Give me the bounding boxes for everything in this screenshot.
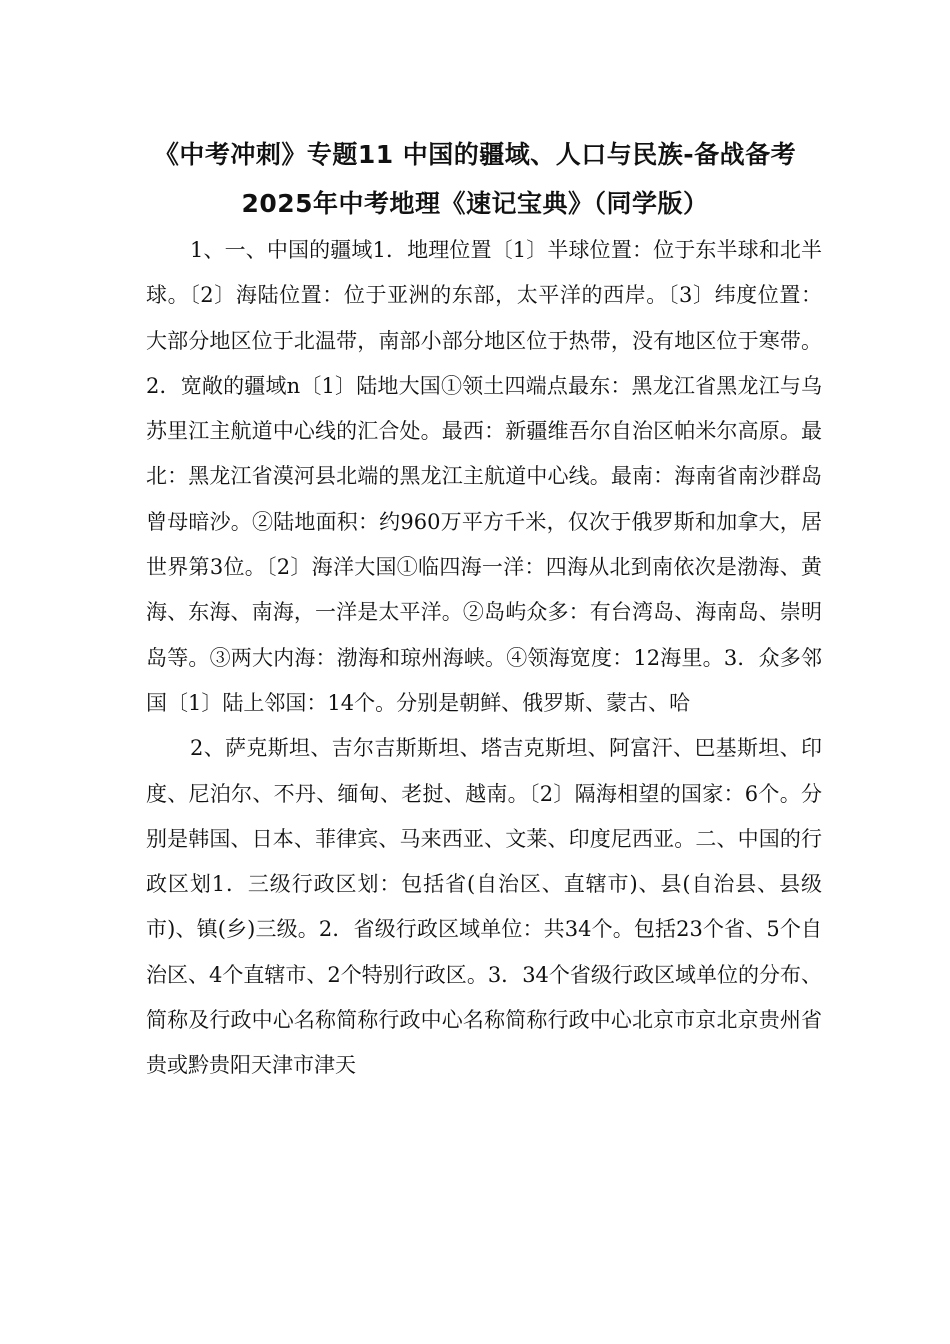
title-line-2: 2025年中考地理《速记宝典》（同学版） [241, 189, 709, 218]
document-body [146, 228, 822, 1089]
title-line-1: 《中考冲刺》专题11 中国的疆域、人口与民族-备战备考 [153, 140, 797, 169]
document-title [0, 130, 950, 228]
paragraph-2: 2、萨克斯坦、吉尔吉斯斯坦、塔吉克斯坦、阿富汗、巴基斯坦、印度、尼泊尔、不丹、缅甸、老挝、越南。〔2〕隔海相望的国家：6个。分别是韩国、日本、菲律宾、马来西亚、文莱、印度尼西亚。二、中国的行政区划1．三级行政区划：包括省(自治区、直辖市)、县(自治县、县级市)、镇(乡)三级。2．省级行政区域单位：共34个。包括23个省、5个自治区、4个直辖市、2个特别行政区。3．34个省级行政区域单位的分布、简称及行政中心名称简称行政中心名称简称行政中心北京市京北京贵州省贵或黔贵阳天津市津天 [146, 736, 822, 1078]
paragraph-1: 1、一、中国的疆域1．地理位置〔1〕半球位置：位于东半球和北半球。〔2〕海陆位置：位于亚洲的东部，太平洋的西岸。〔3〕纬度位置：大部分地区位于北温带，南部小部分地区位于热带，没有地区位于寒带。2．宽敞的疆域n〔1〕陆地大国①领土四端点最东：黑龙江省黑龙江与乌苏里江主航道中心线的汇合处。最西：新疆维吾尔自治区帕米尔高原。最北：黑龙江省漠河县北端的黑龙江主航道中心线。最南：海南省南沙群岛曾母暗沙。②陆地面积：约960万平方千米，仅次于俄罗斯和加拿大，居世界第3位。〔2〕海洋大国①临四海一洋：四海从北到南依次是渤海、黄海、东海、南海，一洋是太平洋。②岛屿众多：有台湾岛、海南岛、崇明岛等。③两大内海：渤海和琼州海峡。④领海宽度：12海里。3．众多邻国〔1〕陆上邻国：14个。分别是朝鲜、俄罗斯、蒙古、哈 [146, 238, 822, 715]
